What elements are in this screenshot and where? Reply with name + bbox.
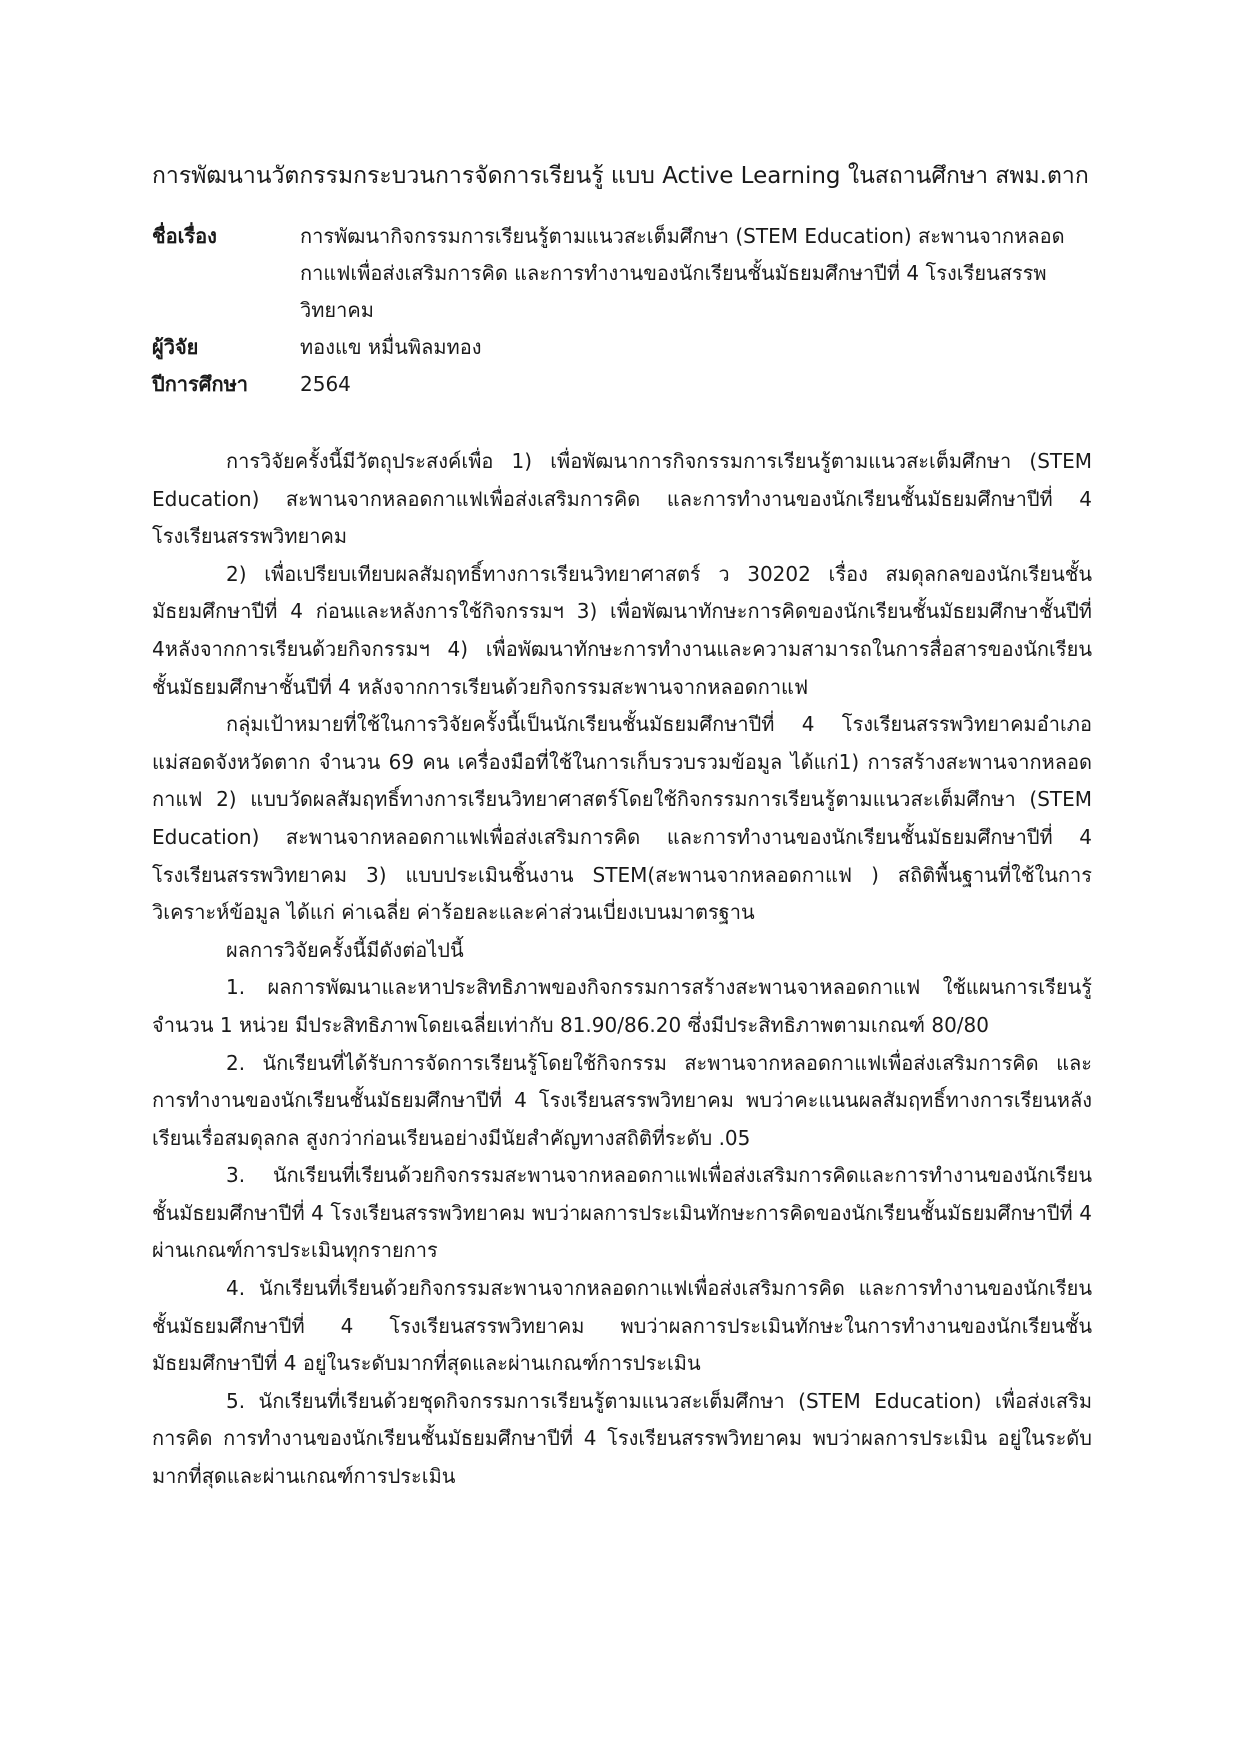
topic-value: การพัฒนากิจกรรมการเรียนรู้ตามแนวสะเต็มศึกษา (STEM Education) สะพานจากหลอดกาแฟเพื่อส่งเสริมการคิด และการทำงานของนักเรียนชั้นมัธยมศึกษาปีที่ 4 โรงเรียนสรรพวิทยาคม — [300, 224, 1065, 322]
topic-row — [152, 218, 1092, 329]
abstract-result-item-2: 2. นักเรียนที่ได้รับการจัดการเรียนรู้โดยใช้กิจกรรม สะพานจากหลอดกาแฟเพื่อส่งเสริมการคิด และการทำงานของนักเรียนชั้นมัธยมศึกษาปีที่ 4 โรงเรียนสรรพวิทยาคม พบว่าคะแนนผลสัมฤทธิ์ทางการเรียนหลังเรียนเรื่อสมดุลกล สูงกว่าก่อนเรียนอย่างมีนัยสำคัญทางสถิติที่ระดับ .05 — [152, 1050, 1092, 1150]
abstract-paragraph-results-intro: ผลการวิจัยครั้งนี้มีดังต่อไปนี้ — [226, 937, 464, 962]
topic-label: ชื่อเรื่อง — [152, 224, 217, 248]
abstract-result-item-5: 5. นักเรียนที่เรียนด้วยชุดกิจกรรมการเรียนรู้ตามแนวสะเต็มศึกษา (STEM Education) เพื่อส่งเสริมการคิด การทำงานของนักเรียนชั้นมัธยมศึกษาปีที่ 4 โรงเรียนสรรพวิทยาคม พบว่าผลการประเมิน อยู่ในระดับมากที่สุดและผ่านเกณฑ์การประเมิน — [152, 1388, 1092, 1489]
abstract-body — [152, 443, 1092, 1496]
academic-year-label: ปีการศึกษา — [152, 372, 248, 396]
academic-year-value: 2564 — [300, 372, 351, 396]
abstract-result-item-1: 1. ผลการพัฒนาและหาประสิทธิภาพของกิจกรรมการสร้างสะพานจาหลอดกาแฟ ใช้แผนการเรียนรู้ จำนวน 1 หน่วย มีประสิทธิภาพโดยเฉลี่ยเท่ากับ 81.90/86.20 ซึ่งมีประสิทธิภาพตามเกณฑ์ 80/80 — [152, 975, 1092, 1037]
abstract-paragraph-objectives: การวิจัยครั้งนี้มีวัตถุประสงค์เพื่อ 1) เพื่อพัฒนาการกิจกรรมการเรียนรู้ตามแนวสะเต็มศึกษา (STEM Education) สะพานจากหลอดกาแฟเพื่อส่งเสริมการคิด และการทำงานของนักเรียนชั้นมัธยมศึกษาปีที่ 4 โรงเรียนสรรพวิทยาคม — [152, 449, 1092, 549]
abstract-paragraph-objectives-continued: 2) เพื่อเปรียบเทียบผลสัมฤทธิ์ทางการเรียนวิทยาศาสตร์ ว 30202 เรื่อง สมดุลกลของนักเรียนชั้นมัธยมศึกษาปีที่ 4 ก่อนและหลังการใช้กิจกรรมฯ 3) เพื่อพัฒนาทักษะการคิดของนักเรียนชั้นมัธยมศึกษาชั้นปีที่ 4หลังจากการเรียนด้วยกิจกรรมฯ 4) เพื่อพัฒนาทักษะการทำงานและความสามารถในการสื่อสารของนักเรียนชั้นมัธยมศึกษาชั้นปีที่ 4 หลังจากการเรียนด้วยกิจกรรมสะพานจากหลอดกาแฟ — [152, 561, 1092, 699]
researcher-label: ผู้วิจัย — [152, 335, 199, 359]
academic-year-row — [152, 366, 1092, 403]
document-header-title: การพัฒนานวัตกรรมกระบวนการจัดการเรียนรู้ แบบ Active Learning ในสถานศึกษา สพม.ตาก — [152, 163, 1089, 189]
abstract-paragraph-target-group: กลุ่มเป้าหมายที่ใช้ในการวิจัยครั้งนี้เป็นนักเรียนชั้นมัธยมศึกษาปีที่ 4 โรงเรียนสรรพวิทยาคมอำเภอแม่สอดจังหวัดตาก จำนวน 69 คน เครื่องมือที่ใช้ในการเก็บรวบรวมข้อมูล ได้แก่1) การสร้างสะพานจากหลอดกาแฟ 2) แบบวัดผลสัมฤทธิ์ทางการเรียนวิทยาศาสตร์โดยใช้กิจกรรมการเรียนรู้ตามแนวสะเต็มศึกษา (STEM Education) สะพานจากหลอดกาแฟเพื่อส่งเสริมการคิด และการทำงานของนักเรียนชั้นมัธยมศึกษาปีที่ 4 โรงเรียนสรรพวิทยาคม 3) แบบประเมินชิ้นงาน STEM(สะพานจากหลอดกาแฟ ) สถิติพื้นฐานที่ใช้ในการวิเคราะห์ข้อมูล ได้แก่ ค่าเฉลี่ย ค่าร้อยละและค่าส่วนเบี่ยงเบนมาตรฐาน — [152, 712, 1092, 925]
abstract-result-item-3: 3. นักเรียนที่เรียนด้วยกิจกรรมสะพานจากหลอดกาแฟเพื่อส่งเสริมการคิดและการทำงานของนักเรียนชั้นมัธยมศึกษาปีที่ 4 โรงเรียนสรรพวิทยาคม พบว่าผลการประเมินทักษะการคิดของนักเรียนชั้นมัธยมศึกษาปีที่ 4 ผ่านเกณฑ์การประเมินทุกรายการ — [152, 1163, 1092, 1263]
researcher-row — [152, 329, 1092, 366]
abstract-result-item-4: 4. นักเรียนที่เรียนด้วยกิจกรรมสะพานจากหลอดกาแฟเพื่อส่งเสริมการคิด และการทำงานของนักเรียนชั้นมัธยมศึกษาปีที่ 4 โรงเรียนสรรพวิทยาคม พบว่าผลการประเมินทักษะในการทำงานของนักเรียนชั้นมัธยมศึกษาปีที่ 4 อยู่ในระดับมากที่สุดและผ่านเกณฑ์การประเมิน — [152, 1276, 1092, 1376]
researcher-value: ทองแข หมื่นพิลมทอง — [300, 335, 482, 359]
research-metadata — [152, 218, 1092, 403]
